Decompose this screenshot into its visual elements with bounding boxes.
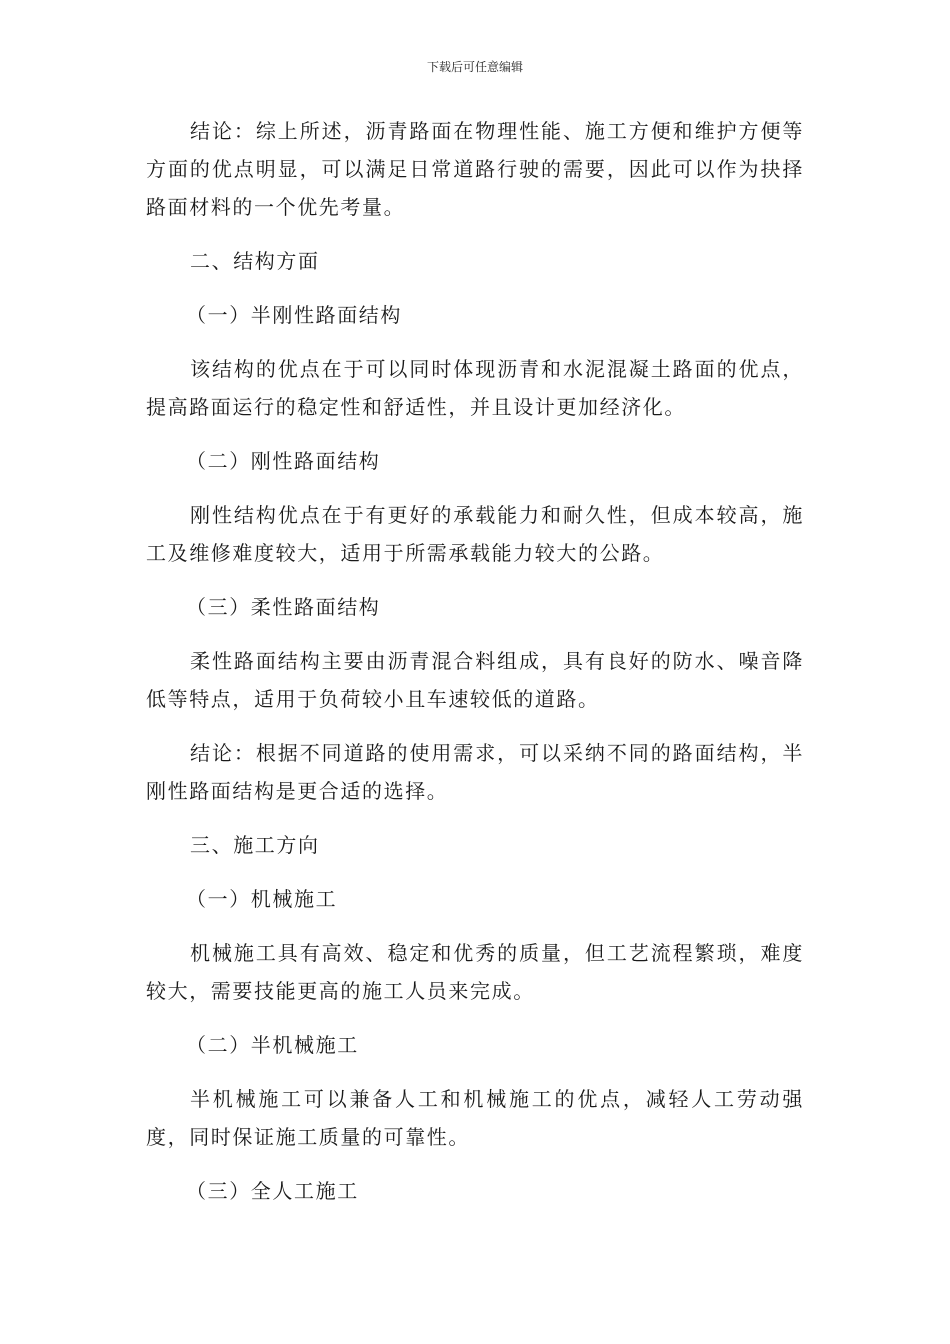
- subheading-flexible: （三）柔性路面结构: [186, 595, 381, 619]
- conclusion-paragraph: 结论：综上所述，沥青路面在物理性能、施工方便和维护方便等方面的优点明显，可以满足日常道路行驶的需要，因此可以作为抉择路面材料的一个优先考量。: [146, 119, 804, 219]
- paragraph-mechanical: 机械施工具有高效、稳定和优秀的质量，但工艺流程繁琐，难度较大，需要技能更高的施工人员来完成。: [146, 941, 804, 1003]
- paragraph-semi-rigid: 该结构的优点在于可以同时体现沥青和水泥混凝土路面的优点，提高路面运行的稳定性和舒适性，并且设计更加经济化。: [146, 357, 804, 419]
- paragraph-semi-mechanical: 半机械施工可以兼备人工和机械施工的优点，减轻人工劳动强度，同时保证施工质量的可靠性。: [146, 1087, 804, 1149]
- paragraph-flexible: 柔性路面结构主要由沥青混合料组成，具有良好的防水、噪音降低等特点，适用于负荷较小且车速较低的道路。: [146, 649, 804, 711]
- subheading-rigid: （二）刚性路面结构: [186, 449, 381, 473]
- section-heading-construction: 三、施工方向: [190, 833, 320, 857]
- paragraph-rigid: 刚性结构优点在于有更好的承载能力和耐久性，但成本较高，施工及维修难度较大，适用于所需承载能力较大的公路。: [146, 503, 804, 565]
- document-body: [146, 112, 804, 1226]
- subheading-semi-rigid: （一）半刚性路面结构: [186, 303, 402, 327]
- section-heading-structure: 二、结构方面: [190, 249, 320, 273]
- subheading-manual: （三）全人工施工: [186, 1179, 359, 1203]
- subheading-semi-mechanical: （二）半机械施工: [186, 1033, 359, 1057]
- page-header: 下载后可任意编辑: [426, 60, 523, 74]
- subheading-mechanical: （一）机械施工: [186, 887, 338, 911]
- conclusion-structure-paragraph: 结论：根据不同道路的使用需求，可以采纳不同的路面结构，半刚性路面结构是更合适的选择。: [146, 741, 804, 803]
